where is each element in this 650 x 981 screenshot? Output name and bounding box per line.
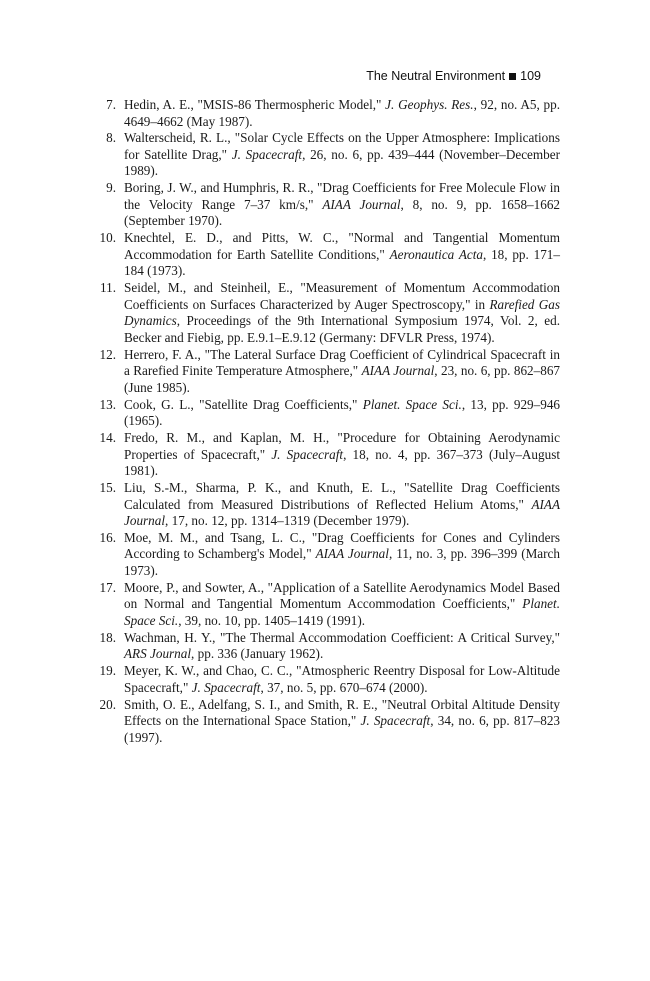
reference-segment: Liu, S.-M., Sharma, P. K., and Knuth, E. L., "Satellite Drag Coefficients Calculated from Measured Distributions of Reflected Helium Atoms," (124, 479, 560, 512)
reference-number: 7. (106, 97, 116, 112)
reference-text (124, 280, 560, 345)
reference-item (94, 230, 560, 280)
reference-number: 13. (99, 396, 116, 412)
reference-segment: , 11, no. 3, pp. 396–399 (March 1973). (124, 546, 561, 578)
reference-segment: Herrero, F. A., "The Lateral Surface Drag Coefficient of Cylindrical Spacecraft in a Rarefied Finite Temperature Atmosphere," (124, 346, 560, 379)
journal-title: Planet. Space Sci. (362, 396, 462, 412)
reference-segment: , 92, no. A5, pp. 4649–4662 (May 1987). (124, 97, 560, 129)
reference-number: 18. (99, 629, 116, 645)
reference-item (94, 663, 560, 696)
reference-item (94, 397, 560, 430)
page-number: 109 (520, 69, 541, 83)
reference-text (124, 230, 560, 278)
reference-segment: , 8, no. 9, pp. 1658–1662 (September 1970). (124, 196, 561, 229)
journal-title: J. Spacecraft (360, 713, 431, 729)
reference-segment: Hedin, A. E., "MSIS-86 Thermospheric Model," (124, 97, 386, 112)
reference-text (124, 130, 560, 178)
reference-number: 11. (100, 280, 116, 296)
journal-title: J. Geophys. Res. (385, 97, 474, 112)
journal-title: AIAA Journal (361, 363, 435, 379)
journal-title: J. Spacecraft (271, 446, 344, 462)
square-bullet-icon (509, 73, 516, 80)
reference-segment: Moe, M. M., and Tsang, L. C., "Drag Coefficients for Cones and Cylinders According to Schamberg's Model," (124, 529, 560, 562)
reference-item (94, 430, 560, 480)
reference-number: 10. (99, 230, 116, 246)
journal-title: J. Spacecraft (191, 679, 261, 695)
reference-segment: Fredo, R. M., and Kaplan, M. H., "Procedure for Obtaining Aerodynamic Properties of Spacecraft," (124, 430, 560, 462)
reference-text (124, 97, 560, 129)
reference-text (124, 580, 560, 628)
reference-item (94, 97, 560, 130)
reference-text (124, 630, 560, 662)
journal-title: ARS Journal (124, 646, 192, 662)
reference-item (94, 180, 560, 230)
reference-segment: , 26, no. 6, pp. 439–444 (November–December 1989). (124, 146, 560, 179)
reference-segment: Seidel, M., and Steinheil, E., "Measurement of Momentum Accommodation Coefficients on Surfaces Characterized by Auger Spectroscopy," in (124, 280, 560, 312)
reference-segment: Wachman, H. Y., "The Thermal Accommodation Coefficient: A Critical Survey," (124, 629, 560, 645)
reference-segment: , 39, no. 10, pp. 1405–1419 (1991). (178, 612, 366, 628)
reference-text (124, 663, 560, 695)
reference-number: 15. (99, 479, 116, 495)
reference-item (94, 480, 560, 530)
reference-segment: , Proceedings of the 9th International Symposium 1974, Vol. 2, ed. Becker and Fiebig, pp. E.9.1–E.9.12 (Germany: DFVLR Press, 1974). (124, 313, 560, 345)
reference-segment: Walterscheid, R. L., "Solar Cycle Effects on the Upper Atmosphere: Implications for Satellite Drag," (124, 130, 560, 162)
reference-number: 20. (99, 696, 116, 712)
reference-item (94, 347, 560, 397)
reference-segment: Knechtel, E. D., and Pitts, W. C., "Normal and Tangential Momentum Accommodation for Earth Satellite Conditions," (124, 230, 560, 262)
section-title: The Neutral Environment (366, 69, 506, 83)
reference-segment: Meyer, K. W., and Chao, C. C., "Atmospheric Reentry Disposal for Low-Altitude Spacecraft," (124, 663, 560, 695)
reference-number: 17. (99, 579, 116, 595)
reference-segment: Cook, G. L., "Satellite Drag Coefficients," (124, 396, 363, 412)
reference-number: 19. (99, 663, 116, 679)
reference-segment: , 18, no. 4, pp. 367–373 (July–August 1981). (124, 446, 561, 479)
reference-segment: , 23, no. 6, pp. 862–867 (June 1985). (124, 363, 561, 395)
reference-list (94, 97, 560, 746)
reference-text (124, 530, 560, 578)
running-header (366, 69, 541, 83)
reference-segment: , 37, no. 5, pp. 670–674 (2000). (260, 679, 428, 695)
reference-text (124, 697, 560, 745)
reference-segment: , 34, no. 6, pp. 817–823 (1997). (124, 713, 561, 745)
journal-title: Planet. Space Sci. (124, 596, 560, 628)
journal-title: Aeronautica Acta (389, 246, 483, 262)
reference-text (124, 480, 560, 528)
reference-number: 8. (106, 130, 116, 146)
reference-number: 9. (106, 180, 116, 196)
reference-segment: Boring, J. W., and Humphris, R. R., "Drag Coefficients for Free Molecule Flow in the Velocity Range 7–37 km/s," (124, 180, 560, 212)
reference-segment: , pp. 336 (January 1962). (191, 646, 324, 662)
journal-title: Rarefied Gas Dynamics (124, 296, 561, 329)
reference-number: 16. (99, 529, 116, 545)
reference-item (94, 697, 560, 747)
reference-item (94, 630, 560, 663)
reference-text (124, 347, 560, 395)
reference-segment: , 18, pp. 171–184 (1973). (124, 246, 560, 279)
reference-number: 14. (99, 430, 116, 446)
reference-segment: Smith, O. E., Adelfang, S. I., and Smith, R. E., "Neutral Orbital Altitude Density Effects on the International Space Station," (124, 696, 560, 729)
reference-segment: , 13, pp. 929–946 (1965). (124, 396, 560, 429)
journal-title: J. Spacecraft (231, 146, 303, 162)
reference-segment: Moore, P., and Sowter, A., "Application of a Satellite Aerodynamics Model Based on Normal and Tangential Momentum Accommodation Coefficients," (124, 579, 560, 612)
journal-title: AIAA Journal (322, 196, 401, 212)
journal-title: AIAA Journal (124, 496, 560, 529)
reference-text (124, 180, 560, 228)
reference-number: 12. (99, 346, 116, 362)
reference-item (94, 580, 560, 630)
reference-segment: , 17, no. 12, pp. 1314–1319 (December 1979). (165, 513, 410, 529)
reference-text (124, 430, 560, 478)
reference-text (124, 397, 560, 429)
reference-item (94, 530, 560, 580)
reference-item (94, 130, 560, 180)
reference-item (94, 280, 560, 346)
journal-title: AIAA Journal (315, 546, 389, 562)
